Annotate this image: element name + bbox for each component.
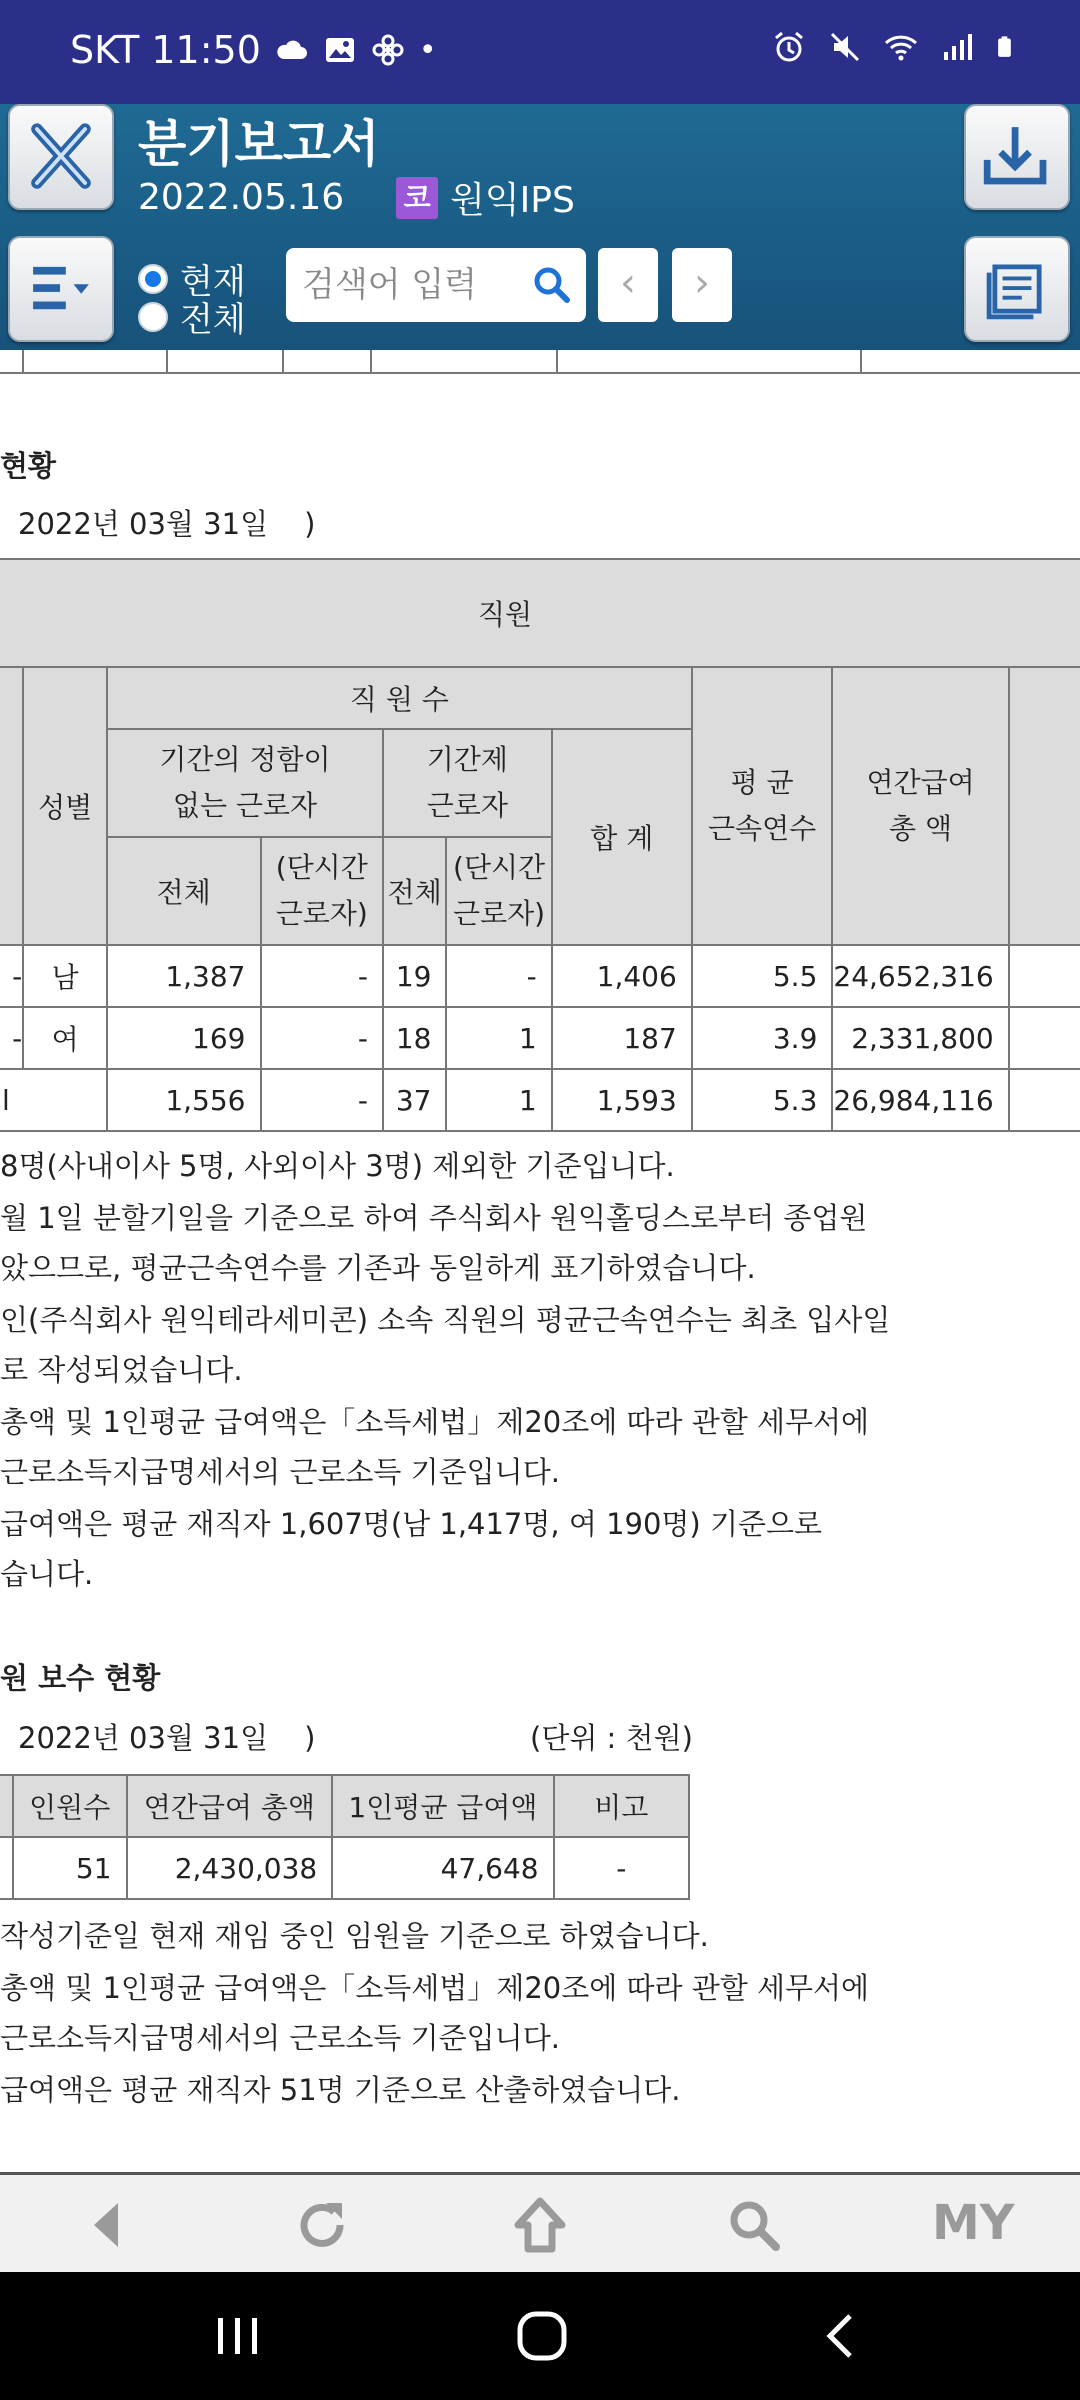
header-annual-total: 연간급여 총액 bbox=[127, 1775, 333, 1837]
employee-table bbox=[0, 558, 1080, 1132]
radio-current-label: 현재 bbox=[180, 262, 246, 302]
header-all-1: 전체 bbox=[107, 837, 261, 945]
bottom-toolbar bbox=[0, 2172, 1080, 2272]
cloud-icon bbox=[275, 33, 309, 67]
radio-current-dot[interactable] bbox=[138, 264, 168, 294]
market-badge: 코 bbox=[396, 177, 438, 219]
table-row: - 남 1,387 - 19 - 1,406 5.5 24,652,316 bbox=[0, 945, 1080, 1007]
system-back-icon[interactable] bbox=[812, 2306, 872, 2366]
system-nav-bar bbox=[0, 2272, 1080, 2400]
notification-dot: • bbox=[418, 32, 437, 68]
radio-all-dot[interactable] bbox=[138, 302, 168, 332]
header-headcount: 인원수 bbox=[13, 1775, 127, 1837]
table-row-total: l 1,556 - 37 1 1,593 5.3 26,984,116 bbox=[0, 1069, 1080, 1131]
fan-icon bbox=[371, 33, 405, 67]
header-part-time-2: (단시간 근로자) bbox=[446, 837, 551, 945]
list-menu-icon bbox=[10, 238, 112, 340]
search-input[interactable] bbox=[286, 248, 516, 322]
search-box bbox=[286, 248, 586, 322]
prev-result-button[interactable]: ‹ bbox=[598, 248, 658, 322]
section2-heading: 원 보수 현황 bbox=[0, 1661, 161, 1695]
gallery-icon bbox=[323, 33, 357, 67]
header-part-time-1: (단시간 근로자) bbox=[261, 837, 383, 945]
search-icon[interactable] bbox=[722, 2193, 786, 2257]
note-line: 8명(사내이사 5명, 사외이사 3명) 제외한 기준입니다. bbox=[0, 1149, 675, 1183]
note-line: 근로소득지급명세서의 근로소득 기준입니다. bbox=[0, 1455, 560, 1489]
refresh-icon[interactable] bbox=[290, 2193, 354, 2257]
download-icon bbox=[966, 106, 1068, 208]
report-date: 2022.05.16 bbox=[138, 177, 345, 218]
search-icon[interactable] bbox=[532, 265, 572, 305]
next-result-button[interactable]: › bbox=[672, 248, 732, 322]
note-line: 았으므로, 평균근속연수를 기존과 동일하게 표기하였습니다. bbox=[0, 1251, 756, 1285]
company-name: 원익IPS bbox=[450, 180, 575, 221]
radio-all-label: 전체 bbox=[180, 300, 246, 340]
header-indefinite: 기간의 정함이 없는 근로자 bbox=[107, 729, 383, 837]
previous-table-remnant bbox=[0, 350, 1080, 374]
download-button[interactable] bbox=[964, 104, 1070, 210]
header-employees: 직원 bbox=[477, 598, 533, 631]
close-button[interactable] bbox=[8, 104, 114, 210]
radio-all[interactable] bbox=[138, 292, 246, 341]
table-row: - 여 169 - 18 1 187 3.9 2,331,800 bbox=[0, 1007, 1080, 1069]
status-bar bbox=[0, 0, 1080, 104]
home-circle-icon[interactable] bbox=[512, 2306, 572, 2366]
document-view[interactable] bbox=[0, 350, 1080, 2172]
alarm-icon bbox=[772, 30, 806, 64]
mute-icon bbox=[828, 30, 862, 64]
header-avg-pay: 1인평균 급여액 bbox=[332, 1775, 553, 1837]
header-remarks: 비고 bbox=[554, 1775, 689, 1837]
close-icon bbox=[10, 106, 112, 208]
document-stack-icon bbox=[966, 238, 1068, 340]
note-line: 근로소득지급명세서의 근로소득 기준입니다. bbox=[0, 2021, 560, 2055]
back-icon[interactable] bbox=[76, 2193, 140, 2257]
note-line: 인(주식회사 원익테라세미콘) 소속 직원의 평균근속연수는 최초 입사일 bbox=[0, 1303, 891, 1337]
signal-icon bbox=[940, 30, 974, 64]
my-button[interactable]: MY bbox=[932, 2195, 1015, 2251]
report-meta bbox=[138, 172, 575, 223]
header-gender: 성별 bbox=[23, 667, 107, 945]
header-all-2: 전체 bbox=[383, 837, 446, 945]
header-staff-count: 직 원 수 bbox=[107, 667, 692, 729]
header-fixed-term: 기간제 근로자 bbox=[383, 729, 552, 837]
home-icon[interactable] bbox=[508, 2193, 572, 2257]
note-line: 월 1일 분할기일을 기준으로 하여 주식회사 원익홀딩스로부터 종업원 bbox=[0, 1201, 868, 1235]
note-line: 총액 및 1인평균 급여액은「소득세법」제20조에 따라 관할 세무서에 bbox=[0, 1405, 870, 1439]
wifi-icon bbox=[884, 30, 918, 64]
note-line: 급여액은 평균 재직자 1,607명(남 1,417명, 여 190명) 기준으로 bbox=[0, 1507, 823, 1541]
carrier-time: SKT 11:50 bbox=[70, 28, 261, 72]
note-line: 작성기준일 현재 재임 중인 임원을 기준으로 하였습니다. bbox=[0, 1919, 709, 1953]
header-total: 합 계 bbox=[552, 729, 692, 945]
header-avg-years: 평 균 근속연수 bbox=[692, 667, 833, 945]
unit-label: (단위 : 천원) bbox=[530, 1721, 693, 1755]
battery-icon bbox=[996, 30, 1020, 64]
note-line: 로 작성되었습니다. bbox=[0, 1353, 243, 1387]
app-header bbox=[0, 104, 1080, 350]
note-line: 급여액은 평균 재직자 51명 기준으로 산출하였습니다. bbox=[0, 2073, 681, 2107]
note-line: 총액 및 1인평균 급여액은「소득세법」제20조에 따라 관할 세무서에 bbox=[0, 1971, 870, 2005]
header-annual-pay: 연간급여 총 액 bbox=[832, 667, 1008, 945]
menu-button[interactable] bbox=[8, 236, 114, 342]
page-title: 분기보고서 bbox=[138, 115, 380, 173]
note-line: 습니다. bbox=[0, 1557, 94, 1591]
executive-pay-table bbox=[0, 1774, 690, 1900]
section1-date-line: 2022년 03월 31일 ) bbox=[18, 507, 316, 541]
table-row: 51 2,430,038 47,648 - bbox=[0, 1837, 689, 1899]
document-list-button[interactable] bbox=[964, 236, 1070, 342]
section2-date-line: 2022년 03월 31일 ) bbox=[18, 1721, 316, 1755]
section1-heading: 현황 bbox=[0, 449, 57, 483]
recent-apps-icon[interactable] bbox=[208, 2306, 268, 2366]
